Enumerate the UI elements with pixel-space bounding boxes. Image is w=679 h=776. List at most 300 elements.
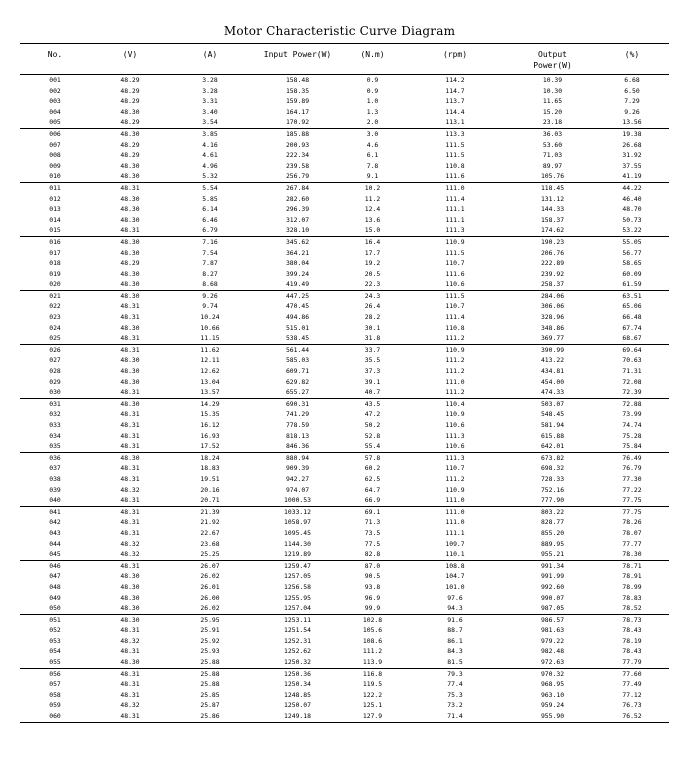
cell-torque: 39.1: [364, 377, 381, 386]
cell-speed: 111.4: [445, 313, 465, 322]
cell-voltage: 48.29: [120, 86, 140, 95]
cell-speed: 111.3: [400, 452, 510, 463]
cell-efficiency: 53.22: [622, 226, 642, 235]
cell-torque: 19.2: [364, 259, 381, 268]
cell-torque: 105.6: [362, 626, 383, 635]
cell-output-power: 10.30: [542, 86, 563, 95]
cell-torque: 113.9: [362, 658, 383, 667]
cell-input-power: 239.58: [285, 161, 310, 170]
cell-current: 15.35: [200, 410, 220, 419]
table-row: [20, 398, 669, 409]
cell-torque: 71.3: [364, 518, 381, 527]
cell-voltage: 48.31: [90, 711, 170, 722]
cell-current: 16.93: [200, 431, 220, 440]
cell-no: 035: [49, 442, 61, 451]
cell-input-power: 380.04: [285, 259, 310, 268]
cell-voltage: 48.30: [90, 290, 170, 301]
cell-torque: 6.1: [366, 151, 379, 160]
cell-torque: 64.7: [364, 485, 381, 494]
cell-torque: 37.3: [364, 367, 381, 376]
cell-input-power: 1249.18: [250, 711, 345, 722]
cell-speed: 111.6: [445, 172, 465, 181]
cell-torque: 119.5: [362, 680, 383, 689]
cell-no: 016: [20, 236, 90, 247]
cell-speed: 110.4: [400, 398, 510, 409]
col-header-current: (A): [170, 44, 250, 75]
cell-torque: 10.2: [345, 182, 400, 193]
cell-current: 4.61: [202, 151, 218, 160]
cell-efficiency: 50.73: [622, 215, 642, 224]
cell-efficiency: 41.19: [622, 172, 642, 181]
cell-voltage: 48.31: [120, 464, 140, 473]
cell-voltage: 48.30: [120, 269, 140, 278]
cell-torque: 66.9: [364, 496, 381, 505]
cell-output-power: 855.20: [540, 528, 565, 537]
cell-no: 009: [49, 161, 61, 170]
cell-efficiency: 44.22: [595, 182, 669, 193]
cell-input-power: 538.45: [285, 334, 310, 343]
cell-voltage: 48.31: [90, 344, 170, 355]
cell-no: 044: [49, 539, 61, 548]
cell-no: 060: [20, 711, 90, 722]
cell-voltage: 48.31: [120, 690, 140, 699]
cell-speed: 114.4: [445, 107, 465, 116]
cell-speed: 111.2: [445, 334, 465, 343]
table-row: [20, 711, 669, 722]
cell-output-power: 258.37: [540, 280, 565, 289]
cell-speed: 81.5: [447, 658, 463, 667]
table-row: [20, 582, 669, 593]
cell-torque: 127.9: [345, 711, 400, 722]
cell-torque: 7.8: [366, 161, 379, 170]
cell-efficiency: 77.30: [622, 474, 642, 483]
cell-output-power: 474.33: [540, 388, 565, 397]
cell-current: 10.24: [200, 313, 220, 322]
cell-current: 25.85: [200, 690, 220, 699]
cell-input-power: 158.35: [285, 86, 310, 95]
cell-voltage: 48.31: [90, 506, 170, 517]
table-row: [20, 528, 669, 539]
cell-voltage: 48.30: [120, 367, 140, 376]
cell-voltage: 48.30: [120, 248, 140, 257]
table-row: [20, 377, 669, 388]
cell-voltage: 48.32: [120, 485, 140, 494]
cell-output-power: 53.60: [542, 140, 563, 149]
cell-speed: 111.5: [445, 151, 465, 160]
table-row: [20, 441, 669, 452]
cell-voltage: 48.31: [120, 388, 140, 397]
cell-speed: 111.1: [445, 205, 465, 214]
cell-speed: 75.3: [447, 690, 463, 699]
cell-speed: 111.2: [445, 474, 465, 483]
cell-output-power: 982.48: [540, 647, 565, 656]
cell-no: 012: [49, 194, 61, 203]
cell-torque: 31.8: [364, 334, 381, 343]
cell-input-power: 629.82: [285, 377, 310, 386]
cell-current: 21.92: [200, 518, 220, 527]
cell-torque: 35.5: [364, 356, 381, 365]
cell-current: 22.67: [200, 528, 220, 537]
cell-output-power: 36.03: [510, 128, 595, 139]
cell-input-power: 1257.05: [284, 572, 311, 581]
cell-input-power: 690.31: [250, 398, 345, 409]
cell-output-power: 390.99: [510, 344, 595, 355]
cell-current: 20.16: [200, 485, 220, 494]
cell-current: 8.27: [202, 269, 218, 278]
cell-output-power: 413.22: [540, 356, 565, 365]
cell-input-power: 328.10: [285, 226, 310, 235]
cell-efficiency: 78.26: [622, 518, 642, 527]
cell-output-power: 803.22: [510, 506, 595, 517]
cell-no: 054: [49, 647, 61, 656]
cell-current: 3.40: [202, 107, 218, 116]
cell-output-power: 434.81: [540, 367, 565, 376]
cell-efficiency: 72.39: [622, 388, 642, 397]
cell-current: 25.86: [170, 711, 250, 722]
cell-no: 047: [49, 572, 61, 581]
cell-torque: 69.1: [345, 506, 400, 517]
cell-speed: 111.0: [400, 182, 510, 193]
table-row: [20, 182, 669, 193]
cell-no: 053: [49, 636, 61, 645]
cell-speed: 109.7: [445, 539, 465, 548]
cell-efficiency: 6.68: [624, 76, 640, 84]
table-row: [20, 355, 669, 366]
cell-speed: 88.7: [447, 626, 463, 635]
cell-input-power: 1252.31: [284, 636, 311, 645]
cell-efficiency: 78.43: [622, 647, 642, 656]
cell-efficiency: 77.75: [622, 496, 642, 505]
table-row: [20, 204, 669, 215]
cell-voltage: 48.29: [120, 140, 140, 149]
cell-no: 037: [49, 464, 61, 473]
cell-no: 006: [20, 128, 90, 139]
cell-torque: 3.0: [345, 128, 400, 139]
cell-no: 052: [49, 626, 61, 635]
cell-efficiency: 74.74: [622, 421, 642, 429]
cell-current: 13.04: [200, 377, 220, 386]
cell-input-power: 974.07: [285, 485, 310, 494]
cell-current: 10.66: [200, 323, 220, 332]
cell-output-power: 979.22: [540, 636, 565, 645]
cell-output-power: 889.95: [540, 539, 565, 548]
cell-output-power: 71.03: [542, 151, 563, 160]
cell-efficiency: 75.84: [622, 442, 642, 451]
cell-current: 26.07: [170, 560, 250, 571]
cell-speed: 110.7: [445, 259, 465, 268]
table-row: [20, 225, 669, 236]
cell-torque: 33.7: [345, 344, 400, 355]
cell-no: 008: [49, 151, 61, 160]
cell-voltage: 48.30: [120, 658, 140, 667]
cell-output-power: 348.86: [540, 323, 565, 332]
table-row: [20, 344, 669, 355]
cell-current: 25.88: [200, 680, 220, 689]
cell-efficiency: 78.43: [622, 626, 642, 635]
table-row: [20, 539, 669, 550]
page-title: Motor Characteristic Curve Diagram: [223, 24, 456, 38]
cell-speed: 111.5: [445, 140, 465, 149]
cell-voltage: 48.31: [120, 421, 140, 429]
cell-no: 028: [49, 367, 61, 376]
cell-torque: 90.5: [364, 572, 381, 581]
table-row: [20, 485, 669, 496]
cell-speed: 97.6: [447, 593, 463, 602]
cell-torque: 20.5: [364, 269, 381, 278]
cell-current: 25.95: [170, 614, 250, 625]
cell-voltage: 48.30: [120, 323, 140, 332]
cell-input-power: 1250.34: [284, 680, 311, 689]
cell-current: 18.24: [170, 452, 250, 463]
cell-input-power: 1251.54: [284, 626, 311, 635]
table-row: [20, 323, 669, 334]
cell-input-power: 282.60: [285, 194, 310, 203]
cell-no: 048: [49, 582, 61, 591]
cell-input-power: 200.93: [285, 140, 310, 149]
cell-speed: 110.1: [445, 550, 465, 559]
cell-speed: 113.3: [400, 128, 510, 139]
cell-torque: 52.8: [364, 431, 381, 440]
cell-input-power: 741.29: [285, 410, 310, 419]
cell-torque: 122.2: [362, 690, 383, 699]
cell-efficiency: 76.49: [595, 452, 669, 463]
cell-input-power: 1257.04: [284, 604, 311, 613]
cell-output-power: 615.88: [540, 431, 565, 440]
cell-current: 17.52: [200, 442, 220, 451]
cell-efficiency: 78.99: [622, 582, 642, 591]
col-header-output-power: Output Power(W): [510, 44, 595, 75]
cell-output-power: 222.89: [540, 259, 565, 268]
cell-output-power: 581.94: [540, 421, 565, 429]
cell-no: 058: [49, 690, 61, 699]
cell-input-power: 585.03: [285, 356, 310, 365]
cell-no: 033: [49, 421, 61, 429]
cell-speed: 104.7: [445, 572, 465, 581]
cell-voltage: 48.30: [120, 161, 140, 170]
cell-no: 034: [49, 431, 61, 440]
cell-current: 6.46: [202, 215, 218, 224]
cell-current: 11.15: [200, 334, 220, 343]
cell-output-power: 728.33: [540, 474, 565, 483]
cell-output-power: 955.90: [510, 711, 595, 722]
cell-no: 031: [20, 398, 90, 409]
cell-efficiency: 77.77: [622, 539, 642, 548]
cell-output-power: 454.00: [540, 377, 565, 386]
cell-speed: 114.2: [445, 76, 465, 84]
cell-output-power: 955.21: [540, 550, 565, 559]
table-row: [20, 625, 669, 636]
cell-current: 25.25: [200, 550, 220, 559]
col-header-torque: (N.m): [345, 44, 400, 75]
cell-no: 001: [49, 76, 61, 84]
cell-current: 3.28: [202, 86, 218, 95]
cell-torque: 102.8: [345, 614, 400, 625]
cell-current: 20.71: [200, 496, 220, 505]
cell-current: 5.54: [170, 182, 250, 193]
col-header-no: No.: [20, 44, 90, 75]
table-row: [20, 140, 669, 151]
cell-voltage: 48.30: [90, 236, 170, 247]
cell-voltage: 48.31: [120, 226, 140, 235]
cell-torque: 108.6: [362, 636, 383, 645]
cell-output-power: 752.16: [540, 485, 565, 494]
table-row: [20, 150, 669, 161]
cell-output-power: 105.76: [540, 172, 565, 181]
cell-voltage: 48.30: [120, 604, 140, 613]
cell-current: 6.79: [202, 226, 218, 235]
cell-output-power: 548.45: [540, 410, 565, 419]
cell-torque: 28.2: [364, 313, 381, 322]
cell-voltage: 48.29: [120, 151, 140, 160]
cell-input-power: 1250.32: [284, 658, 311, 667]
cell-current: 11.62: [170, 344, 250, 355]
cell-output-power: 642.01: [540, 442, 565, 451]
cell-voltage: 48.31: [120, 474, 140, 483]
cell-input-power: 778.59: [285, 421, 310, 429]
cell-voltage: 48.30: [120, 194, 140, 203]
cell-voltage: 48.31: [90, 560, 170, 571]
cell-input-power: 419.49: [285, 280, 310, 289]
cell-speed: 111.5: [400, 290, 510, 301]
cell-output-power: 89.97: [542, 161, 563, 170]
cell-voltage: 48.30: [120, 215, 140, 224]
col-header-input-power: Input Power(W): [250, 44, 345, 75]
cell-output-power: 991.99: [540, 572, 565, 581]
col-header-speed: (rpm): [400, 44, 510, 75]
cell-no: 056: [20, 668, 90, 679]
cell-current: 4.16: [202, 140, 218, 149]
cell-output-power: 284.06: [510, 290, 595, 301]
cell-speed: 84.3: [447, 647, 463, 656]
cell-current: 12.62: [200, 367, 220, 376]
cell-speed: 111.1: [445, 215, 465, 224]
cell-efficiency: 76.79: [622, 464, 642, 473]
cell-torque: 9.1: [366, 172, 379, 181]
cell-speed: 110.6: [445, 442, 465, 451]
cell-input-power: 1253.11: [250, 614, 345, 625]
cell-output-power: 190.23: [510, 236, 595, 247]
cell-efficiency: 37.55: [622, 161, 642, 170]
cell-speed: 101.0: [445, 582, 465, 591]
cell-efficiency: 70.63: [622, 356, 642, 365]
cell-efficiency: 78.30: [622, 550, 642, 559]
cell-current: 5.85: [202, 194, 218, 203]
cell-input-power: 1000.53: [284, 496, 311, 505]
cell-output-power: 174.62: [540, 226, 565, 235]
cell-output-power: 673.82: [510, 452, 595, 463]
cell-voltage: 48.31: [120, 334, 140, 343]
cell-efficiency: 76.73: [622, 701, 642, 710]
cell-efficiency: 78.91: [622, 572, 642, 581]
cell-speed: 86.1: [447, 636, 463, 645]
cell-output-power: 981.63: [540, 626, 565, 635]
cell-input-power: 1058.97: [284, 518, 311, 527]
cell-input-power: 818.13: [285, 431, 310, 440]
cell-voltage: 48.30: [120, 172, 140, 181]
cell-efficiency: 7.29: [624, 97, 640, 106]
cell-output-power: 306.06: [540, 302, 565, 311]
cell-voltage: 48.30: [120, 377, 140, 386]
table-row: [20, 463, 669, 474]
cell-efficiency: 72.08: [622, 377, 642, 386]
cell-voltage: 48.29: [120, 76, 140, 84]
cell-no: 025: [49, 334, 61, 343]
table-row: [20, 571, 669, 582]
cell-current: 7.87: [202, 259, 218, 268]
cell-input-power: 267.84: [250, 182, 345, 193]
cell-no: 020: [49, 280, 61, 289]
cell-speed: 111.5: [445, 248, 465, 257]
cell-voltage: 48.32: [120, 636, 140, 645]
cell-voltage: 48.31: [120, 680, 140, 689]
cell-torque: 40.7: [364, 388, 381, 397]
cell-output-power: 158.37: [540, 215, 565, 224]
cell-speed: 111.0: [445, 518, 465, 527]
cell-torque: 15.0: [364, 226, 381, 235]
cell-speed: 91.6: [400, 614, 510, 625]
table-row: [20, 668, 669, 679]
cell-input-power: 345.62: [250, 236, 345, 247]
cell-speed: 113.1: [445, 118, 465, 127]
cell-efficiency: 75.28: [622, 431, 642, 440]
cell-efficiency: 77.22: [622, 485, 642, 494]
table-row: [20, 171, 669, 182]
cell-input-power: 256.79: [285, 172, 310, 181]
cell-torque: 13.6: [364, 215, 381, 224]
cell-voltage: 48.31: [120, 442, 140, 451]
cell-output-power: 963.10: [540, 690, 565, 699]
cell-input-power: 470.45: [285, 302, 310, 311]
cell-no: 021: [20, 290, 90, 301]
cell-no: 040: [49, 496, 61, 505]
table-row: [20, 117, 669, 128]
cell-no: 005: [49, 118, 61, 127]
cell-no: 018: [49, 259, 61, 268]
cell-output-power: 328.96: [540, 313, 565, 322]
cell-efficiency: 78.71: [595, 560, 669, 571]
cell-speed: 111.2: [445, 356, 465, 365]
table-row: [20, 657, 669, 668]
cell-current: 3.54: [202, 118, 218, 127]
table-row: [20, 161, 669, 172]
cell-efficiency: 78.07: [622, 528, 642, 537]
cell-output-power: 131.12: [540, 194, 565, 203]
table-row: [20, 128, 669, 139]
cell-no: 007: [49, 140, 61, 149]
cell-efficiency: 77.75: [595, 506, 669, 517]
cell-torque: 96.9: [364, 593, 381, 602]
cell-efficiency: 46.40: [622, 194, 642, 203]
cell-no: 049: [49, 593, 61, 602]
cell-speed: 108.8: [400, 560, 510, 571]
cell-input-power: 942.27: [285, 474, 310, 483]
cell-input-power: 1252.62: [284, 647, 311, 656]
cell-speed: 110.9: [445, 485, 465, 494]
cell-efficiency: 78.52: [622, 604, 642, 613]
cell-no: 050: [49, 604, 61, 613]
cell-efficiency: 77.12: [622, 690, 642, 699]
cell-output-power: 970.32: [510, 668, 595, 679]
cell-speed: 79.3: [400, 668, 510, 679]
cell-no: 011: [20, 182, 90, 193]
cell-input-power: 447.25: [250, 290, 345, 301]
cell-current: 8.68: [202, 280, 218, 289]
table-row: [20, 86, 669, 97]
cell-speed: 111.6: [445, 269, 465, 278]
col-header-efficiency: (%): [595, 44, 669, 75]
table-row: [20, 236, 669, 247]
cell-torque: 116.8: [345, 668, 400, 679]
